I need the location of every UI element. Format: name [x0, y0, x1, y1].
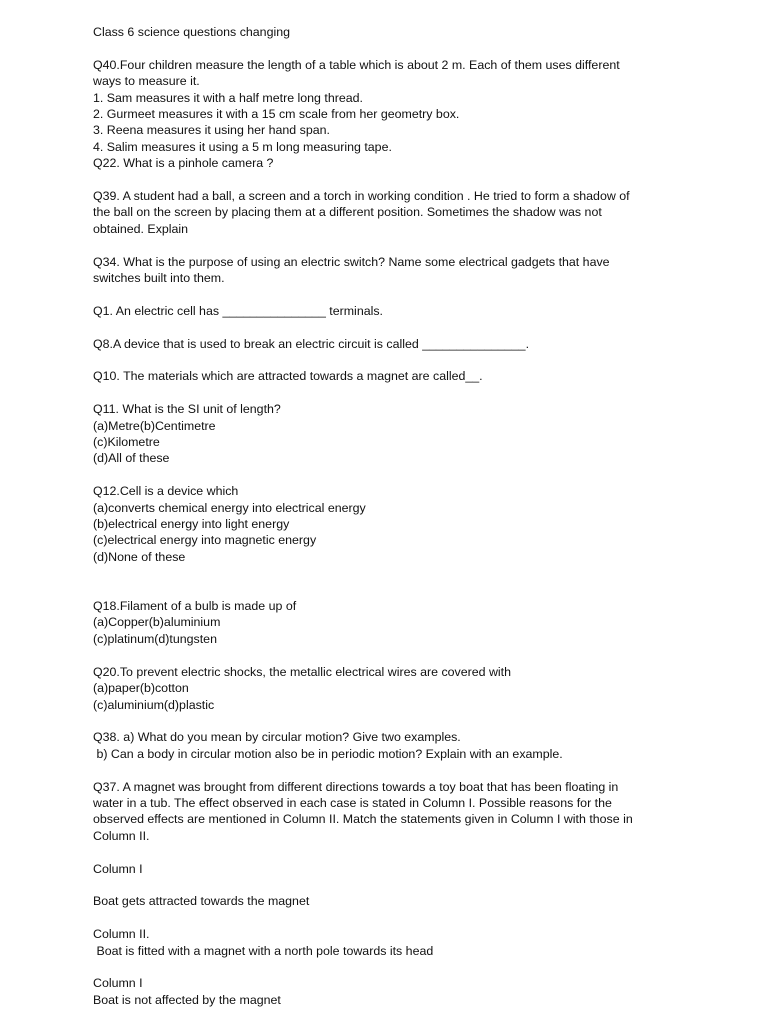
q40-stem-line-1: Q40.Four children measure the length of a table which is about 2 m. Each of them uses different: [93, 57, 620, 72]
q39-line-1: Q39. A student had a ball, a screen and a torch in working condition . He tried to form a shadow of: [93, 189, 630, 204]
q11-option-1: (a)Metre(b)Centimetre: [93, 418, 216, 433]
q40-item-2: 2. Gurmeet measures it with a 15 cm scale from her geometry box.: [93, 107, 460, 122]
q37-column-1-statement: Boat gets attracted towards the magnet: [93, 894, 310, 909]
q18-option-1: (a)Copper(b)aluminium: [93, 615, 221, 630]
question-q34: [93, 254, 693, 287]
q12-option-3: (c)electrical energy into magnetic energy: [93, 533, 317, 548]
q38-part-a: Q38. a) What do you mean by circular motion? Give two examples.: [93, 730, 461, 745]
q18-option-2: (c)platinum(d)tungsten: [93, 631, 217, 646]
q40-item-4: 4. Salim measures it using a 5 m long measuring tape.: [93, 139, 392, 154]
document-body: [93, 24, 693, 1008]
question-q1: Q1. An electric cell has _______________ terminals.: [93, 303, 383, 318]
q37-line-3: observed effects are mentioned in Column II. Match the statements given in Column I with those in: [93, 812, 633, 827]
q11-option-2: (c)Kilometre: [93, 435, 160, 450]
q37-column-1-heading: Column I: [93, 861, 143, 876]
q37-line-2: water in a tub. The effect observed in each case is stated in Column I. Possible reasons for the: [93, 795, 612, 810]
q12-option-4: (d)None of these: [93, 549, 186, 564]
q34-line-1: Q34. What is the purpose of using an electric switch? Name some electrical gadgets that have: [93, 254, 610, 269]
question-q37: [93, 779, 693, 1009]
q11-option-3: (d)All of these: [93, 451, 170, 466]
q38-part-b: b) Can a body in circular motion also be in periodic motion? Explain with an example.: [93, 746, 563, 761]
q39-line-3: obtained. Explain: [93, 221, 189, 236]
question-q11: [93, 401, 693, 467]
q37-line-1: Q37. A magnet was brought from different directions towards a toy boat that has been floating in: [93, 779, 619, 794]
q37-column-1-heading-second: Column I: [93, 976, 143, 991]
q20-stem: Q20.To prevent electric shocks, the metallic electrical wires are covered with: [93, 664, 512, 679]
question-q39: [93, 188, 693, 237]
q40-item-3: 3. Reena measures it using her hand span.: [93, 123, 330, 138]
question-q40: [93, 57, 693, 155]
q37-column-2-statement: Boat is fitted with a magnet with a north pole towards its head: [93, 943, 434, 958]
q20-option-2: (c)aluminium(d)plastic: [93, 697, 215, 712]
q12-option-2: (b)electrical energy into light energy: [93, 517, 290, 532]
question-q8: Q8.A device that is used to break an electric circuit is called _______________.: [93, 336, 530, 351]
q40-item-1: 1. Sam measures it with a half metre long thread.: [93, 90, 363, 105]
q37-column-2-heading: Column II.: [93, 927, 150, 942]
q20-option-1: (a)paper(b)cotton: [93, 681, 189, 696]
q39-line-2: the ball on the screen by placing them at a different position. Sometimes the shadow was not: [93, 205, 602, 220]
question-q12: [93, 483, 693, 565]
q37-column-1-statement-second: Boat is not affected by the magnet: [93, 992, 281, 1007]
q40-stem-line-2: ways to measure it.: [93, 74, 200, 89]
q12-stem: Q12.Cell is a device which: [93, 484, 239, 499]
question-q22: Q22. What is a pinhole camera ?: [93, 156, 274, 171]
q37-line-4: Column II.: [93, 828, 150, 843]
question-q20: [93, 664, 693, 713]
q12-option-1: (a)converts chemical energy into electrical energy: [93, 500, 366, 515]
question-q38: [93, 729, 693, 762]
question-q18: [93, 598, 693, 647]
question-q10: Q10. The materials which are attracted towards a magnet are called__.: [93, 369, 483, 384]
q34-line-2: switches built into them.: [93, 271, 225, 286]
document-title: Class 6 science questions changing: [93, 25, 290, 39]
q18-stem: Q18.Filament of a bulb is made up of: [93, 599, 297, 614]
q11-stem: Q11. What is the SI unit of length?: [93, 402, 281, 417]
